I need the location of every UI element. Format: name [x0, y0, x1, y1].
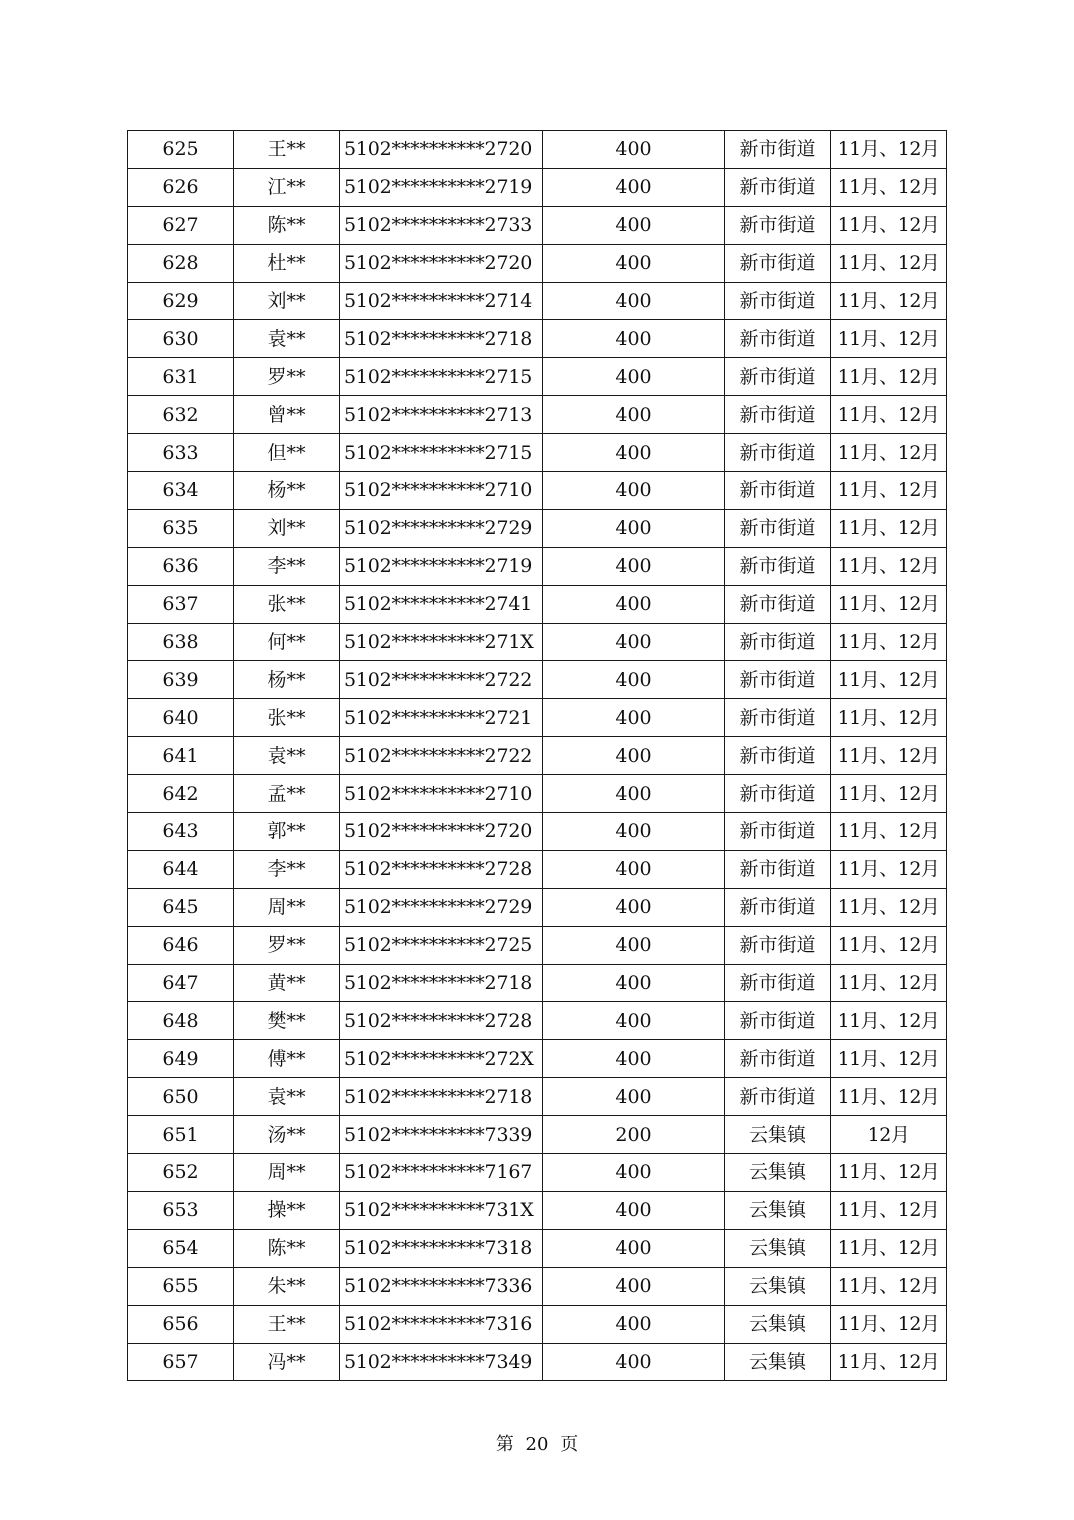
- cell-name: 陈**: [234, 1229, 340, 1267]
- cell-seq: 628: [128, 244, 234, 282]
- cell-town: 新市街道: [725, 623, 831, 661]
- table-row: [128, 1154, 947, 1192]
- cell-amount: 400: [543, 358, 725, 396]
- cell-town: 新市街道: [725, 661, 831, 699]
- cell-name: 朱**: [234, 1267, 340, 1305]
- cell-id-number: 5102**********2741: [340, 585, 543, 623]
- cell-amount: 400: [543, 926, 725, 964]
- cell-months: 11月、12月: [831, 1343, 947, 1381]
- cell-amount: 400: [543, 206, 725, 244]
- cell-amount: 400: [543, 1154, 725, 1192]
- cell-amount: 400: [543, 1078, 725, 1116]
- cell-seq: 642: [128, 775, 234, 813]
- table-row: [128, 472, 947, 510]
- cell-town: 云集镇: [725, 1154, 831, 1192]
- cell-months: 11月、12月: [831, 888, 947, 926]
- cell-seq: 654: [128, 1229, 234, 1267]
- cell-seq: 647: [128, 964, 234, 1002]
- cell-id-number: 5102**********2714: [340, 282, 543, 320]
- cell-months: 11月、12月: [831, 244, 947, 282]
- table-row: [128, 1040, 947, 1078]
- cell-town: 云集镇: [725, 1267, 831, 1305]
- cell-amount: 400: [543, 509, 725, 547]
- cell-town: 新市街道: [725, 1078, 831, 1116]
- cell-id-number: 5102**********2720: [340, 131, 543, 169]
- cell-months: 11月、12月: [831, 1191, 947, 1229]
- cell-name: 张**: [234, 585, 340, 623]
- cell-amount: 200: [543, 1116, 725, 1154]
- table-row: [128, 1343, 947, 1381]
- cell-id-number: 5102**********2715: [340, 434, 543, 472]
- cell-town: 云集镇: [725, 1305, 831, 1343]
- cell-seq: 655: [128, 1267, 234, 1305]
- cell-id-number: 5102**********7349: [340, 1343, 543, 1381]
- table-row: [128, 206, 947, 244]
- cell-months: 11月、12月: [831, 737, 947, 775]
- cell-seq: 653: [128, 1191, 234, 1229]
- cell-amount: 400: [543, 661, 725, 699]
- cell-name: 袁**: [234, 737, 340, 775]
- cell-months: 11月、12月: [831, 926, 947, 964]
- cell-months: 11月、12月: [831, 1154, 947, 1192]
- cell-name: 张**: [234, 699, 340, 737]
- cell-name: 袁**: [234, 320, 340, 358]
- table-row: [128, 509, 947, 547]
- table-row: [128, 964, 947, 1002]
- cell-amount: 400: [543, 1040, 725, 1078]
- cell-amount: 400: [543, 472, 725, 510]
- cell-id-number: 5102**********2718: [340, 964, 543, 1002]
- cell-id-number: 5102**********2719: [340, 168, 543, 206]
- cell-months: 11月、12月: [831, 1305, 947, 1343]
- cell-name: 刘**: [234, 509, 340, 547]
- cell-name: 王**: [234, 131, 340, 169]
- cell-town: 新市街道: [725, 168, 831, 206]
- cell-id-number: 5102**********2718: [340, 1078, 543, 1116]
- cell-town: 新市街道: [725, 509, 831, 547]
- cell-seq: 646: [128, 926, 234, 964]
- cell-months: 11月、12月: [831, 850, 947, 888]
- cell-seq: 630: [128, 320, 234, 358]
- cell-town: 新市街道: [725, 1002, 831, 1040]
- cell-id-number: 5102**********7318: [340, 1229, 543, 1267]
- cell-amount: 400: [543, 775, 725, 813]
- cell-town: 新市街道: [725, 358, 831, 396]
- table-row: [128, 585, 947, 623]
- cell-name: 汤**: [234, 1116, 340, 1154]
- cell-months: 11月、12月: [831, 813, 947, 851]
- cell-seq: 648: [128, 1002, 234, 1040]
- cell-amount: 400: [543, 1305, 725, 1343]
- table-row: [128, 1267, 947, 1305]
- cell-id-number: 5102**********2720: [340, 813, 543, 851]
- table-body: [128, 131, 947, 1381]
- cell-name: 曾**: [234, 396, 340, 434]
- cell-months: 11月、12月: [831, 206, 947, 244]
- cell-name: 何**: [234, 623, 340, 661]
- cell-seq: 640: [128, 699, 234, 737]
- cell-id-number: 5102**********2733: [340, 206, 543, 244]
- cell-amount: 400: [543, 813, 725, 851]
- table-row: [128, 661, 947, 699]
- cell-id-number: 5102**********2710: [340, 472, 543, 510]
- cell-seq: 652: [128, 1154, 234, 1192]
- cell-seq: 638: [128, 623, 234, 661]
- cell-seq: 656: [128, 1305, 234, 1343]
- data-table: [127, 130, 947, 1381]
- table-row: [128, 699, 947, 737]
- cell-months: 11月、12月: [831, 661, 947, 699]
- cell-town: 新市街道: [725, 396, 831, 434]
- cell-amount: 400: [543, 623, 725, 661]
- cell-id-number: 5102**********7316: [340, 1305, 543, 1343]
- cell-name: 杨**: [234, 472, 340, 510]
- cell-seq: 644: [128, 850, 234, 888]
- cell-town: 新市街道: [725, 244, 831, 282]
- cell-name: 袁**: [234, 1078, 340, 1116]
- cell-amount: 400: [543, 1343, 725, 1381]
- cell-amount: 400: [543, 850, 725, 888]
- cell-name: 王**: [234, 1305, 340, 1343]
- cell-name: 罗**: [234, 926, 340, 964]
- cell-town: 新市街道: [725, 547, 831, 585]
- table-row: [128, 813, 947, 851]
- table-row: [128, 1116, 947, 1154]
- cell-seq: 657: [128, 1343, 234, 1381]
- cell-seq: 637: [128, 585, 234, 623]
- cell-amount: 400: [543, 131, 725, 169]
- cell-name: 樊**: [234, 1002, 340, 1040]
- cell-amount: 400: [543, 737, 725, 775]
- cell-amount: 400: [543, 396, 725, 434]
- cell-months: 11月、12月: [831, 1267, 947, 1305]
- cell-amount: 400: [543, 1191, 725, 1229]
- cell-town: 云集镇: [725, 1116, 831, 1154]
- cell-months: 11月、12月: [831, 434, 947, 472]
- cell-seq: 632: [128, 396, 234, 434]
- cell-name: 黄**: [234, 964, 340, 1002]
- cell-name: 傅**: [234, 1040, 340, 1078]
- cell-name: 冯**: [234, 1343, 340, 1381]
- cell-seq: 645: [128, 888, 234, 926]
- cell-amount: 400: [543, 964, 725, 1002]
- cell-months: 11月、12月: [831, 775, 947, 813]
- cell-amount: 400: [543, 282, 725, 320]
- cell-months: 11月、12月: [831, 282, 947, 320]
- cell-id-number: 5102**********2715: [340, 358, 543, 396]
- cell-town: 云集镇: [725, 1343, 831, 1381]
- page-footer: [0, 1430, 1074, 1456]
- cell-seq: 625: [128, 131, 234, 169]
- cell-seq: 643: [128, 813, 234, 851]
- cell-months: 11月、12月: [831, 472, 947, 510]
- table-row: [128, 1229, 947, 1267]
- cell-seq: 649: [128, 1040, 234, 1078]
- cell-town: 新市街道: [725, 737, 831, 775]
- cell-town: 新市街道: [725, 434, 831, 472]
- table-row: [128, 737, 947, 775]
- table-row: [128, 547, 947, 585]
- cell-name: 孟**: [234, 775, 340, 813]
- cell-seq: 651: [128, 1116, 234, 1154]
- cell-id-number: 5102**********2722: [340, 661, 543, 699]
- cell-name: 陈**: [234, 206, 340, 244]
- cell-id-number: 5102**********2728: [340, 1002, 543, 1040]
- table-row: [128, 1002, 947, 1040]
- cell-town: 新市街道: [725, 282, 831, 320]
- cell-town: 新市街道: [725, 964, 831, 1002]
- table-row: [128, 244, 947, 282]
- cell-amount: 400: [543, 1229, 725, 1267]
- cell-id-number: 5102**********2721: [340, 699, 543, 737]
- cell-months: 11月、12月: [831, 623, 947, 661]
- cell-town: 新市街道: [725, 1040, 831, 1078]
- cell-amount: 400: [543, 434, 725, 472]
- table-row: [128, 396, 947, 434]
- page-number: 20: [525, 1434, 549, 1455]
- cell-name: 周**: [234, 888, 340, 926]
- cell-amount: 400: [543, 888, 725, 926]
- table-row: [128, 168, 947, 206]
- cell-seq: 636: [128, 547, 234, 585]
- cell-months: 11月、12月: [831, 547, 947, 585]
- table-row: [128, 434, 947, 472]
- cell-town: 新市街道: [725, 850, 831, 888]
- table-row: [128, 850, 947, 888]
- cell-seq: 639: [128, 661, 234, 699]
- cell-months: 11月、12月: [831, 131, 947, 169]
- cell-name: 李**: [234, 547, 340, 585]
- cell-town: 新市街道: [725, 320, 831, 358]
- cell-id-number: 5102**********731X: [340, 1191, 543, 1229]
- cell-months: 11月、12月: [831, 509, 947, 547]
- cell-seq: 627: [128, 206, 234, 244]
- cell-id-number: 5102**********2720: [340, 244, 543, 282]
- cell-name: 李**: [234, 850, 340, 888]
- cell-town: 新市街道: [725, 472, 831, 510]
- cell-months: 11月、12月: [831, 1078, 947, 1116]
- cell-amount: 400: [543, 699, 725, 737]
- cell-amount: 400: [543, 547, 725, 585]
- cell-id-number: 5102**********2725: [340, 926, 543, 964]
- cell-amount: 400: [543, 1002, 725, 1040]
- table-row: [128, 1191, 947, 1229]
- cell-id-number: 5102**********2713: [340, 396, 543, 434]
- cell-id-number: 5102**********2728: [340, 850, 543, 888]
- cell-months: 11月、12月: [831, 1229, 947, 1267]
- cell-id-number: 5102**********2729: [340, 509, 543, 547]
- cell-name: 杜**: [234, 244, 340, 282]
- cell-amount: 400: [543, 320, 725, 358]
- cell-months: 12月: [831, 1116, 947, 1154]
- cell-town: 新市街道: [725, 585, 831, 623]
- cell-months: 11月、12月: [831, 1002, 947, 1040]
- cell-months: 11月、12月: [831, 320, 947, 358]
- cell-amount: 400: [543, 585, 725, 623]
- cell-id-number: 5102**********272X: [340, 1040, 543, 1078]
- cell-months: 11月、12月: [831, 168, 947, 206]
- cell-months: 11月、12月: [831, 699, 947, 737]
- cell-seq: 633: [128, 434, 234, 472]
- cell-town: 新市街道: [725, 775, 831, 813]
- cell-seq: 635: [128, 509, 234, 547]
- cell-name: 郭**: [234, 813, 340, 851]
- cell-seq: 629: [128, 282, 234, 320]
- cell-months: 11月、12月: [831, 964, 947, 1002]
- cell-id-number: 5102**********7339: [340, 1116, 543, 1154]
- cell-seq: 641: [128, 737, 234, 775]
- cell-seq: 634: [128, 472, 234, 510]
- table-row: [128, 775, 947, 813]
- table-row: [128, 320, 947, 358]
- cell-id-number: 5102**********2718: [340, 320, 543, 358]
- cell-name: 刘**: [234, 282, 340, 320]
- page-footer-prefix: 第: [495, 1434, 514, 1455]
- cell-name: 罗**: [234, 358, 340, 396]
- cell-seq: 626: [128, 168, 234, 206]
- table-row: [128, 623, 947, 661]
- cell-town: 云集镇: [725, 1229, 831, 1267]
- cell-seq: 631: [128, 358, 234, 396]
- cell-id-number: 5102**********2710: [340, 775, 543, 813]
- table-row: [128, 282, 947, 320]
- cell-amount: 400: [543, 168, 725, 206]
- table-row: [128, 131, 947, 169]
- cell-amount: 400: [543, 1267, 725, 1305]
- cell-months: 11月、12月: [831, 1040, 947, 1078]
- cell-id-number: 5102**********7336: [340, 1267, 543, 1305]
- cell-months: 11月、12月: [831, 585, 947, 623]
- cell-town: 新市街道: [725, 888, 831, 926]
- cell-town: 新市街道: [725, 813, 831, 851]
- cell-town: 新市街道: [725, 206, 831, 244]
- cell-id-number: 5102**********2719: [340, 547, 543, 585]
- cell-seq: 650: [128, 1078, 234, 1116]
- table-row: [128, 1305, 947, 1343]
- cell-months: 11月、12月: [831, 358, 947, 396]
- cell-id-number: 5102**********271X: [340, 623, 543, 661]
- cell-name: 江**: [234, 168, 340, 206]
- table-row: [128, 926, 947, 964]
- table-row: [128, 888, 947, 926]
- cell-id-number: 5102**********2729: [340, 888, 543, 926]
- cell-id-number: 5102**********2722: [340, 737, 543, 775]
- cell-name: 杨**: [234, 661, 340, 699]
- cell-id-number: 5102**********7167: [340, 1154, 543, 1192]
- cell-name: 但**: [234, 434, 340, 472]
- cell-name: 周**: [234, 1154, 340, 1192]
- cell-town: 新市街道: [725, 131, 831, 169]
- table-row: [128, 358, 947, 396]
- cell-town: 云集镇: [725, 1191, 831, 1229]
- cell-amount: 400: [543, 244, 725, 282]
- cell-name: 操**: [234, 1191, 340, 1229]
- cell-town: 新市街道: [725, 926, 831, 964]
- table-row: [128, 1078, 947, 1116]
- cell-months: 11月、12月: [831, 396, 947, 434]
- cell-town: 新市街道: [725, 699, 831, 737]
- page-footer-suffix: 页: [560, 1434, 579, 1455]
